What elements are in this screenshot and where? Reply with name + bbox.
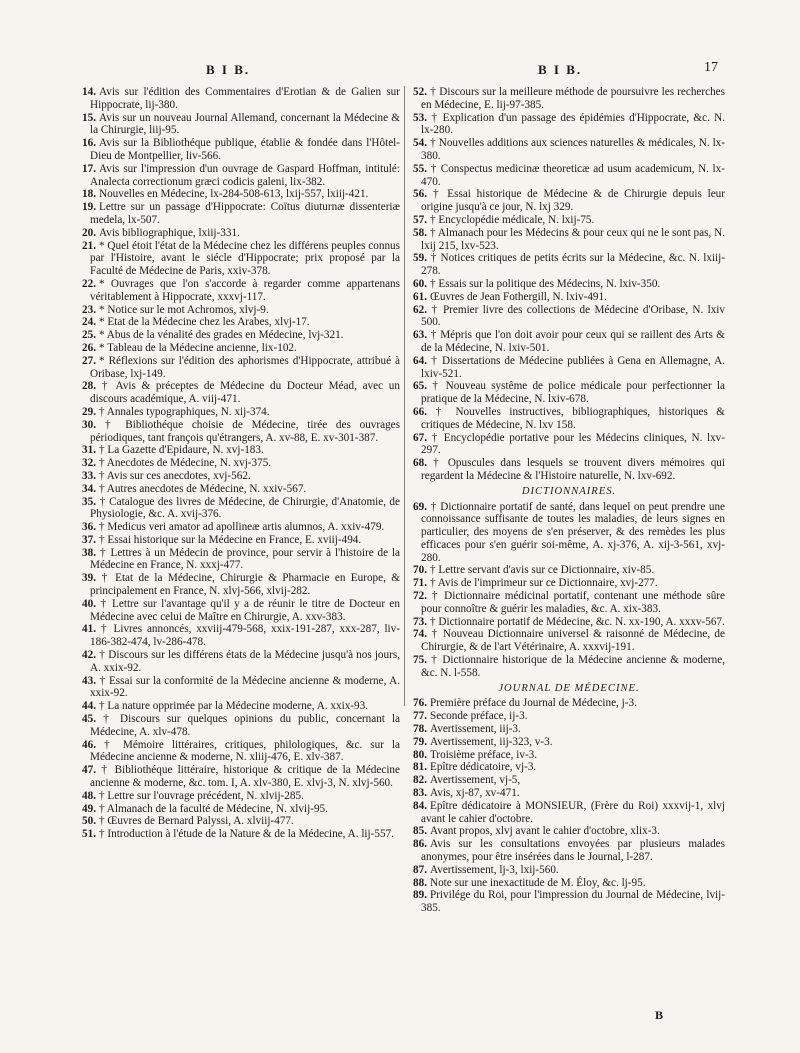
entry-text: † Notices critiques de petits écrits sur la Médecine, &c. N. lxiij-278. <box>421 252 725 278</box>
column-divider <box>404 86 405 706</box>
bibliography-entry <box>413 800 725 826</box>
entry-text: † Livres annoncés, xxviij-479-568, xxix-191-287, xxx-287, liv-186-382-474, lv-286-478. <box>90 623 400 649</box>
bibliography-entry <box>413 304 725 330</box>
bibliography-entry <box>413 112 725 138</box>
bibliography-entry <box>413 889 725 915</box>
entry-text: * Quel étoit l'état de la Médecine chez les différens peuples connus par l'Histoire, avant le siécle d'Hippocrate; prix proposé par la Faculté de Médecine de Paris, xxiv-378. <box>90 239 400 278</box>
entry-number: 70. <box>413 564 427 577</box>
entry-number: 35. <box>82 495 96 508</box>
bibliography-entry <box>413 457 725 483</box>
bibliography-entry <box>413 710 725 723</box>
entry-text: † Almanach pour les Médecins & pour ceux qui ne le sont pas, N. lxij 215, lxv-523. <box>421 226 725 252</box>
entry-number: 25. <box>82 329 96 342</box>
entry-text: † Nouvelles additions aux sciences naturelles & médicales, N. lx-380. <box>421 137 725 162</box>
entry-text: Lettre sur un passage d'Hippocrate: Coïtus diuturnæ dissenteriæ medela, lx-507. <box>90 201 400 226</box>
entry-number: 62. <box>413 303 427 316</box>
entry-text: † Essais sur la politique des Médecins, N. lxiv-350. <box>429 277 661 290</box>
entry-number: 64. <box>413 354 427 367</box>
entry-number: 17. <box>82 162 96 175</box>
entry-number: 48. <box>82 789 96 802</box>
entry-number: 69. <box>413 500 427 513</box>
entry-number: 31. <box>82 444 96 457</box>
entry-number: 56. <box>413 188 427 201</box>
entry-text: † Almanach de la faculté de Médecine, N. xlvij-95. <box>98 802 328 815</box>
bibliography-entry <box>82 815 400 828</box>
entry-number: 86. <box>413 838 427 851</box>
bibliography-entry <box>413 590 725 616</box>
entry-text: Avis sur l'édition des Commentaires d'Erotian & de Galien sur Hippocrate, lij-380. <box>90 86 400 111</box>
bibliography-entry <box>413 787 725 800</box>
entry-text: † Medicus veri amator ad apollineæ artis alumnos, A. xxiv-479. <box>98 521 385 534</box>
bibliography-entry <box>82 649 400 675</box>
bibliography-entry <box>413 864 725 877</box>
entry-text: † Essai sur la conformité de la Médecine ancienne & moderne, A. xxix-92. <box>90 674 400 700</box>
entry-text: † Dissertations de Médecine publiées à Gena en Allemagne, A. lxiv-521. <box>421 354 725 380</box>
entry-number: 24. <box>82 316 96 329</box>
entry-text: † La nature opprimée par la Médecine moderne, A. xxix-93. <box>98 700 369 713</box>
bibliography-entry <box>413 774 725 787</box>
entry-number: 39. <box>82 572 96 585</box>
entry-text: † Essai historique sur la Médecine en France, E. xviij-494. <box>98 533 362 546</box>
entry-text: † Introduction à l'étude de la Nature & de la Médecine, A. lij-557. <box>98 828 394 841</box>
entry-number: 27. <box>82 354 96 367</box>
bibliography-entry <box>413 697 725 710</box>
entry-number: 22. <box>82 277 96 290</box>
entry-number: 51. <box>82 828 96 841</box>
bibliography-entry <box>82 470 400 483</box>
entry-text: † Bibliothéque choisie de Médecine, tirée des ouvrages périodiques, tant françois qu'étrangers, A. xv-88, E. xv-301-387. <box>90 418 400 444</box>
bibliography-entry <box>413 137 725 163</box>
bibliography-entry <box>413 406 725 432</box>
entry-number: 46. <box>82 738 96 751</box>
page-number: 17 <box>704 60 718 75</box>
entry-text: † Œuvres de Bernard Palyssi, A. xlviij-477. <box>98 815 294 828</box>
entry-number: 49. <box>82 802 96 815</box>
entry-number: 61. <box>413 290 427 303</box>
entry-text: † Explication d'un passage des épidémies d'Hippocrate, &c. N. lx-280. <box>421 111 725 137</box>
entry-text: † Dictionnaire historique de la Médecine ancienne & moderne, &c. N. l-558. <box>421 654 725 679</box>
entry-text: † Opuscules dans lesquels se trouvent divers mémoires qui regardent la Médecine & l'Histoire naturelle, N. lxv-692. <box>421 457 725 482</box>
bibliography-entry <box>82 598 400 624</box>
entry-text: † Lettres à un Médecin de province, pour servir à l'histoire de la Médecine en France, N. xxxj-477. <box>90 546 400 572</box>
entry-number: 60. <box>413 277 427 290</box>
entry-number: 30. <box>82 418 96 431</box>
entry-number: 14. <box>82 86 96 98</box>
entry-text: † Avis sur ces anecdotes, xvj-562. <box>98 469 251 482</box>
left-column <box>82 86 400 841</box>
entry-number: 81. <box>413 761 427 774</box>
entry-text: † Nouveau Dictionnaire universel & raisonné de Médecine, de Chirurgie, & de l'art Vétérinaire, A. xxxvij-191. <box>421 628 725 654</box>
bibliography-entry <box>82 483 400 496</box>
bibliography-entry <box>413 252 725 278</box>
bibliography-entry <box>413 736 725 749</box>
bibliography-entry <box>82 380 400 406</box>
entry-number: 67. <box>413 431 427 444</box>
bibliography-entry <box>82 547 400 573</box>
bibliography-entry <box>82 457 400 470</box>
entry-text: Avertissement, iij-323, v-3. <box>429 735 553 748</box>
entry-number: 79. <box>413 735 427 748</box>
entry-number: 53. <box>413 111 427 124</box>
bibliography-entry <box>82 675 400 701</box>
entry-text: Avis sur l'impression d'un ouvrage de Gaspard Hoffman, intitulé: Analecta correctionum græci codicis galeni, lix-382. <box>90 162 400 188</box>
entry-text: Privilége du Roi, pour l'impression du Journal de Médecine, lvij-385. <box>421 889 725 915</box>
section-heading: JOURNAL DE MÉDECINE. <box>498 682 640 694</box>
entry-number: 84. <box>413 799 427 812</box>
bibliography-entry <box>82 201 400 227</box>
entry-number: 58. <box>413 226 427 239</box>
entry-number: 40. <box>82 597 96 610</box>
entry-text: † Lettre sur l'ouvrage précédent, N. xlvij-285. <box>98 789 304 802</box>
entry-number: 52. <box>413 86 427 98</box>
entry-number: 77. <box>413 710 427 723</box>
entry-text: Avis sur la Bibliothéque publique, établie & fondée dans l'Hôtel-Dieu de Montpellier, liv-566. <box>90 137 400 162</box>
entry-text: † Discours sur la meilleure méthode de poursuivre les recherches en Médecine, E. lij-97-385. <box>421 86 725 111</box>
entry-text: † Lettre servant d'avis sur ce Dictionnaire, xiv-85. <box>429 564 655 577</box>
entry-text: Seconde préface, ij-3. <box>429 710 528 723</box>
entry-number: 41. <box>82 623 96 636</box>
entry-text: † Avis & préceptes de Médecine du Docteur Méad, avec un discours académique, A. viij-471. <box>90 380 400 406</box>
right-column <box>413 86 725 915</box>
entry-text: † Dictionnaire médicinal portatif, contenant une méthode sûre pour connoître & guérir les maladies, &c. A. xix-383. <box>421 590 725 615</box>
bibliography-entry <box>82 572 400 598</box>
entry-number: 20. <box>82 226 96 239</box>
bibliography-entry <box>413 628 725 654</box>
entry-number: 85. <box>413 825 427 838</box>
entry-text: † Bibliothéque littéraire, historique & critique de la Médecine ancienne & moderne, &c. tom. I, A. xlv-380, E. xlvj-3, N. xlvj-560. <box>90 764 400 790</box>
bibliography-entry <box>82 764 400 790</box>
entry-number: 66. <box>413 405 427 418</box>
bibliography-entry <box>413 564 725 577</box>
entry-number: 83. <box>413 787 427 800</box>
entry-number: 28. <box>82 380 96 393</box>
entry-text: † Avis de l'imprimeur sur ce Dictionnaire, xvj-277. <box>429 577 658 590</box>
bibliography-entry <box>413 329 725 355</box>
entry-text: † Encyclopédie portative pour les Médecins cliniques, N. lxv-297. <box>421 431 725 457</box>
bibliography-entry <box>82 355 400 381</box>
bibliography-entry <box>413 214 725 227</box>
entry-text: Avertissement, vj-5, <box>429 774 521 787</box>
entry-text: † Catalogue des livres de Médecine, de Chirurgie, d'Anatomie, de Physiologie, &c. A. xvij-376. <box>90 495 400 521</box>
entry-text: * Réflexions sur l'édition des aphorismes d'Hippocrate, attribué à Oribase, lxj-149. <box>90 354 400 380</box>
bibliography-entry <box>82 521 400 534</box>
entry-text: Troisième préface, iv-3. <box>429 748 538 761</box>
entry-number: 74. <box>413 628 427 641</box>
bibliography-entry <box>82 112 400 138</box>
bibliography-entry <box>413 355 725 381</box>
bibliography-entry <box>82 790 400 803</box>
bibliography-entry <box>82 419 400 445</box>
bibliography-entry <box>82 739 400 765</box>
bibliography-entry <box>82 240 400 278</box>
bibliography-entry <box>82 496 400 522</box>
entry-number: 82. <box>413 774 427 787</box>
entry-text: † Etat de la Médecine, Chirurgie & Pharmacie en Europe, & principalement en France, N. xlvj-566, xlvij-282. <box>90 572 400 598</box>
entry-number: 43. <box>82 674 96 687</box>
bibliography-entry <box>413 723 725 736</box>
bibliography-entry <box>413 501 725 565</box>
bibliography-entry <box>413 291 725 304</box>
running-head-left: B I B. <box>206 62 251 77</box>
entry-number: 19. <box>82 201 96 214</box>
entry-number: 71. <box>413 577 427 590</box>
bibliography-entry <box>413 877 725 890</box>
bibliography-entry <box>82 828 400 841</box>
entry-text: Epître dédicatoire à MONSIEUR, (Frère du Roi) xxxvij-1, xlvj avant le cahier d'octobre. <box>421 799 725 825</box>
entry-text: † Nouveau systême de police médicale pour perfectionner la pratique de la Médecine, N. lxiv-678. <box>421 380 725 406</box>
entry-number: 45. <box>82 713 96 726</box>
bibliography-entry <box>82 534 400 547</box>
entry-text: † Discours sur quelques opinions du public, concernant la Médecine, A. xlv-478. <box>90 713 400 738</box>
entry-text: † Autres anecdotes de Médecine, N. xxiv-567. <box>98 482 307 495</box>
entry-number: 37. <box>82 533 96 546</box>
entry-text: Avis sur les consultations envoyées par plusieurs malades anonymes, pour être insérées dans le Journal, l-287. <box>421 838 725 864</box>
entry-number: 72. <box>413 590 427 603</box>
entry-number: 75. <box>413 654 427 667</box>
entry-text: Epître dédicatoire, vj-3. <box>429 761 537 774</box>
bibliography-entry <box>82 803 400 816</box>
entry-text: † Conspectus medicinæ theoreticæ ad usum academicum, N. lx-470. <box>421 162 725 188</box>
bibliography-entry <box>413 163 725 189</box>
bibliography-entry <box>413 227 725 253</box>
entry-number: 16. <box>82 137 96 150</box>
entry-text: † Anecdotes de Médecine, N. xvj-375. <box>98 457 272 470</box>
bibliography-entry <box>82 278 400 304</box>
entry-text: Nouvelles en Médecine, lx-284-508-613, lxij-557, lxiij-421. <box>98 188 369 201</box>
bibliography-entry <box>413 86 725 112</box>
bibliography-entry <box>413 616 725 629</box>
entry-text: Avertissement, lj-3, lxij-560. <box>429 863 559 876</box>
entry-text: † Dictionnaire portatif de santé, dans lequel on peut prendre une connoissance suffisante de toutes les maladies, de leurs signes en particulier, des moyens de s'en préserver, & des remèdes les plus efficaces pour s'en guérir soi-même, A. xj-376, A. xij-3-561, xvj-280. <box>421 500 725 564</box>
entry-number: 18. <box>82 188 96 201</box>
entry-number: 65. <box>413 380 427 393</box>
entry-text: † Premier livre des collections de Médecine d'Oribase, N. lxiv 500. <box>421 303 725 329</box>
bibliography-entry <box>413 825 725 838</box>
entry-number: 50. <box>82 815 96 828</box>
bibliography-entry <box>413 432 725 458</box>
entry-text: † Mépris que l'on doit avoir pour ceux qui se raillent des Arts & de la Médecine, N. lxiv-501. <box>421 329 725 354</box>
entry-text: † Dictionnaire portatif de Médecine, &c. N. xx-190, A. xxxv-567. <box>429 615 725 628</box>
bibliography-entry <box>82 444 400 457</box>
entry-text: Avis bibliographique, lxiij-331. <box>98 226 240 239</box>
bibliography-entry <box>82 163 400 189</box>
entry-text: Œuvres de Jean Fothergill, N. lxiv-491. <box>429 290 607 303</box>
running-header <box>78 62 718 82</box>
entry-number: 47. <box>82 764 96 777</box>
bibliography-entry <box>82 329 400 342</box>
entry-text: Première préface du Journal de Médecine, j-3. <box>429 697 637 710</box>
entry-number: 80. <box>413 748 427 761</box>
entry-number: 88. <box>413 876 427 889</box>
bibliography-entry <box>413 654 725 680</box>
entry-number: 54. <box>413 137 427 150</box>
bibliography-entry <box>82 227 400 240</box>
entry-text: Avant propos, xlvj avant le cahier d'octobre, xlix-3. <box>429 825 660 838</box>
entry-text: Avis sur un nouveau Journal Allemand, concernant la Médecine & la Chirurgie, liij-95. <box>90 111 400 137</box>
entry-number: 68. <box>413 457 427 470</box>
entry-number: 76. <box>413 697 427 710</box>
entry-text: * Ouvrages que l'on s'accorde à regarder comme appartenans véritablement à Hippocrate, xxxvj-117. <box>90 277 400 303</box>
entry-text: † Mémoire littéraires, critiques, philologiques, &c. sur la Médecine ancienne & moderne, N. xliij-476, E. xlv-387. <box>90 738 400 764</box>
entry-number: 26. <box>82 341 96 354</box>
bibliography-entry <box>82 86 400 112</box>
bibliography-entry <box>82 342 400 355</box>
entry-text: † Nouvelles instructives, bibliographiques, historiques & critiques de Médecine, N. lxv 158. <box>421 405 725 431</box>
entry-text: † Discours sur les différens états de la Médecine jusqu'à nos jours, A. xxix-92. <box>90 649 400 674</box>
section-heading: DICTIONNAIRES. <box>521 485 617 497</box>
bibliography-entry <box>82 406 400 419</box>
entry-number: 36. <box>82 521 96 534</box>
entry-number: 29. <box>82 405 96 418</box>
entry-text: * Notice sur le mot Achromos, xlvj-9. <box>98 303 269 316</box>
signature-mark: B <box>655 1008 664 1022</box>
bibliography-entry <box>413 188 725 214</box>
entry-number: 15. <box>82 111 96 124</box>
bibliography-entry <box>413 761 725 774</box>
entry-text: † Essai historique de Médecine & de Chirurgie depuis leur origine jusqu'à ce jour, N. lxj 329. <box>421 188 725 214</box>
bibliography-entry <box>82 623 400 649</box>
bibliography-entry <box>413 278 725 291</box>
entry-number: 21. <box>82 239 96 252</box>
entry-number: 87. <box>413 863 427 876</box>
bibliography-entry <box>413 380 725 406</box>
bibliography-entry <box>82 316 400 329</box>
entry-text: * Tableau de la Médecine ancienne, lix-102. <box>98 341 297 354</box>
entry-number: 32. <box>82 457 96 470</box>
entry-text: Note sur une inexactitude de M. Éloy, &c. lj-95. <box>429 876 646 889</box>
bibliography-entry <box>82 700 400 713</box>
entry-text: † Annales typographiques, N. xij-374. <box>98 405 270 418</box>
bibliography-entry <box>413 577 725 590</box>
entry-number: 34. <box>82 482 96 495</box>
entry-text: * Etat de la Médecine chez les Arabes, xlvj-17. <box>98 316 310 329</box>
bibliography-entry <box>82 304 400 317</box>
entry-number: 57. <box>413 213 427 226</box>
entry-number: 73. <box>413 615 427 628</box>
entry-number: 44. <box>82 700 96 713</box>
entry-text: * Abus de la vénalité des grades en Médecine, lvj-321. <box>98 329 344 342</box>
bibliography-entry <box>413 749 725 762</box>
entry-number: 23. <box>82 303 96 316</box>
entry-number: 63. <box>413 329 427 342</box>
bibliography-entry <box>82 188 400 201</box>
entry-text: Avis, xj-87, xv-471. <box>429 787 520 800</box>
entry-text: † Encyclopédie médicale, N. lxij-75. <box>429 213 595 226</box>
running-head-right: B I B. <box>538 62 583 77</box>
bibliography-entry <box>413 838 725 864</box>
entry-number: 55. <box>413 162 427 175</box>
entry-text: † La Gazette d'Epidaure, N. xvj-183. <box>98 444 264 457</box>
entry-number: 89. <box>413 889 427 902</box>
bibliography-entry <box>82 713 400 739</box>
entry-text: Avertissement, iij-3. <box>429 723 521 736</box>
entry-number: 38. <box>82 546 96 559</box>
entry-number: 33. <box>82 469 96 482</box>
entry-number: 78. <box>413 723 427 736</box>
bibliography-entry <box>82 137 400 163</box>
entry-number: 59. <box>413 252 427 265</box>
entry-number: 42. <box>82 649 96 662</box>
entry-text: † Lettre sur l'avantage qu'il y a de réunir le titre de Docteur en Médecine avec celui de Maître en Chirurgie, A. xxv-383. <box>90 597 400 623</box>
